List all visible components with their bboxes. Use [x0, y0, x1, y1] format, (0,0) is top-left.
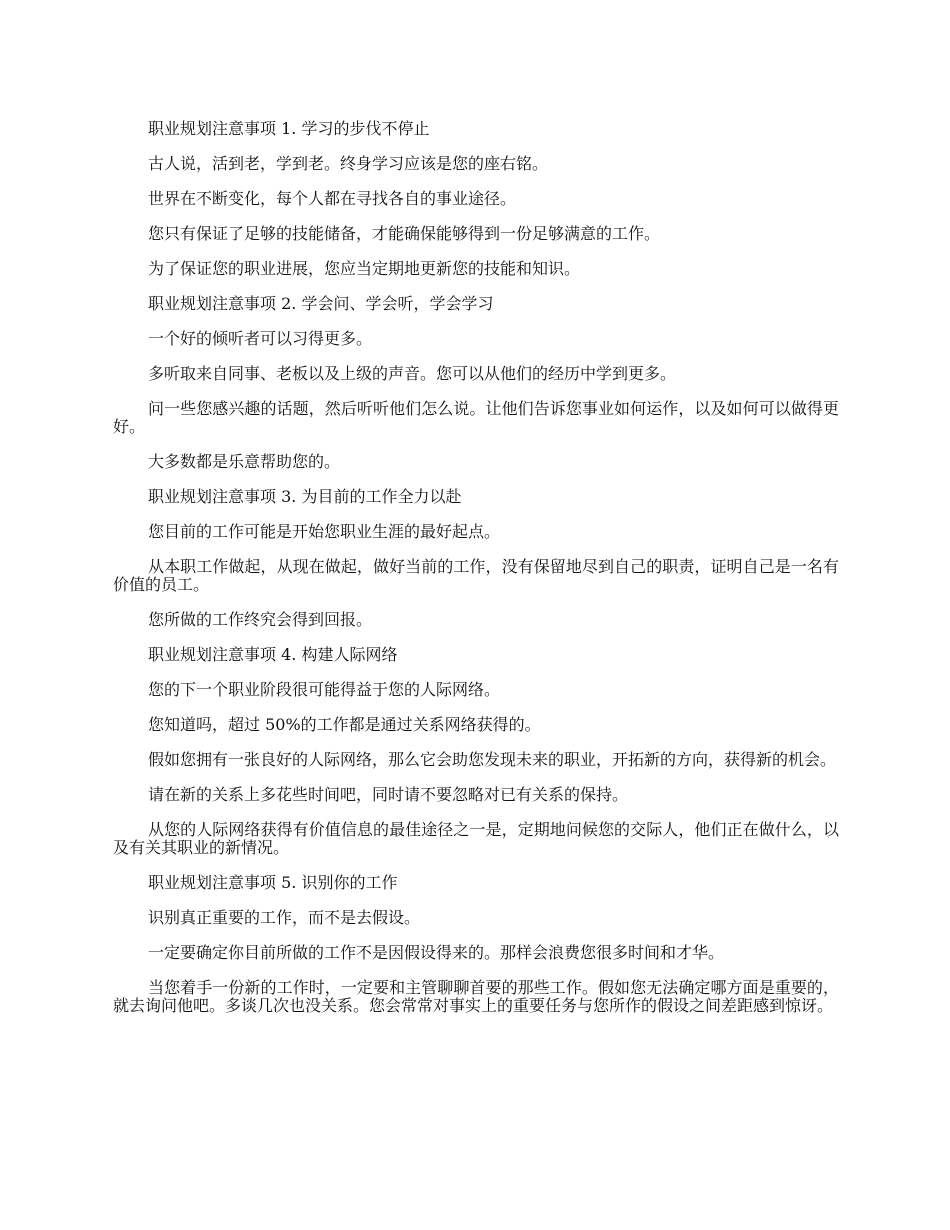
paragraph: 从本职工作做起，从现在做起，做好当前的工作，没有保留地尽到自己的职责，证明自己是一名有价值的员工。: [113, 557, 839, 594]
paragraph: 假如您拥有一张良好的人际网络，那么它会助您发现未来的职业，开拓新的方向，获得新的机会。: [148, 750, 837, 769]
paragraph: 为了保证您的职业进展，您应当定期地更新您的技能和知识。: [148, 259, 581, 278]
paragraph: 当您着手一份新的工作时，一定要和主管聊聊首要的那些工作。假如您无法确定哪方面是重要的，就去询问他吧。多谈几次也没关系。您会常常对事实上的重要任务与您所作的假设之间差距感到惊讶。: [113, 978, 839, 1015]
paragraph: 世界在不断变化，每个人都在寻找各自的事业途径。: [148, 189, 517, 208]
paragraph: 大多数都是乐意帮助您的。: [148, 452, 341, 471]
paragraph: 多听取来自同事、老板以及上级的声音。您可以从他们的经历中学到更多。: [148, 364, 677, 383]
paragraph: 问一些您感兴趣的话题，然后听听他们怎么说。让他们告诉您事业如何运作，以及如何可以做得更好。: [113, 399, 839, 436]
section-heading-4: 职业规划注意事项 4. 构建人际网络: [148, 645, 398, 664]
section-heading-3: 职业规划注意事项 3. 为目前的工作全力以赴: [148, 487, 462, 506]
paragraph: 您所做的工作终究会得到回报。: [148, 610, 373, 629]
paragraph: 请在新的关系上多花些时间吧，同时请不要忽略对已有关系的保持。: [148, 785, 629, 804]
paragraph: 一定要确定你目前所做的工作不是因假设得来的。那样会浪费您很多时间和才华。: [148, 943, 725, 962]
paragraph: 您只有保证了足够的技能储备，才能确保能够得到一份足够满意的工作。: [148, 224, 661, 243]
paragraph: 您目前的工作可能是开始您职业生涯的最好起点。: [148, 522, 501, 541]
section-heading-5: 职业规划注意事项 5. 识别你的工作: [148, 873, 398, 892]
document-page: [113, 120, 839, 1032]
paragraph: 从您的人际网络获得有价值信息的最佳途径之一是，定期地问候您的交际人，他们正在做什么，以及有关其职业的新情况。: [113, 820, 839, 857]
section-heading-1: 职业规划注意事项 1. 学习的步伐不停止: [148, 119, 430, 138]
paragraph: 识别真正重要的工作，而不是去假设。: [148, 908, 421, 927]
paragraph: 古人说，活到老，学到老。终身学习应该是您的座右铭。: [148, 154, 549, 173]
paragraph: 您知道吗，超过 50%的工作都是通过关系网络获得的。: [148, 715, 541, 734]
paragraph: 一个好的倾听者可以习得更多。: [148, 329, 373, 348]
paragraph: 您的下一个职业阶段很可能得益于您的人际网络。: [148, 680, 501, 699]
section-heading-2: 职业规划注意事项 2. 学会问、学会听，学会学习: [148, 294, 494, 313]
